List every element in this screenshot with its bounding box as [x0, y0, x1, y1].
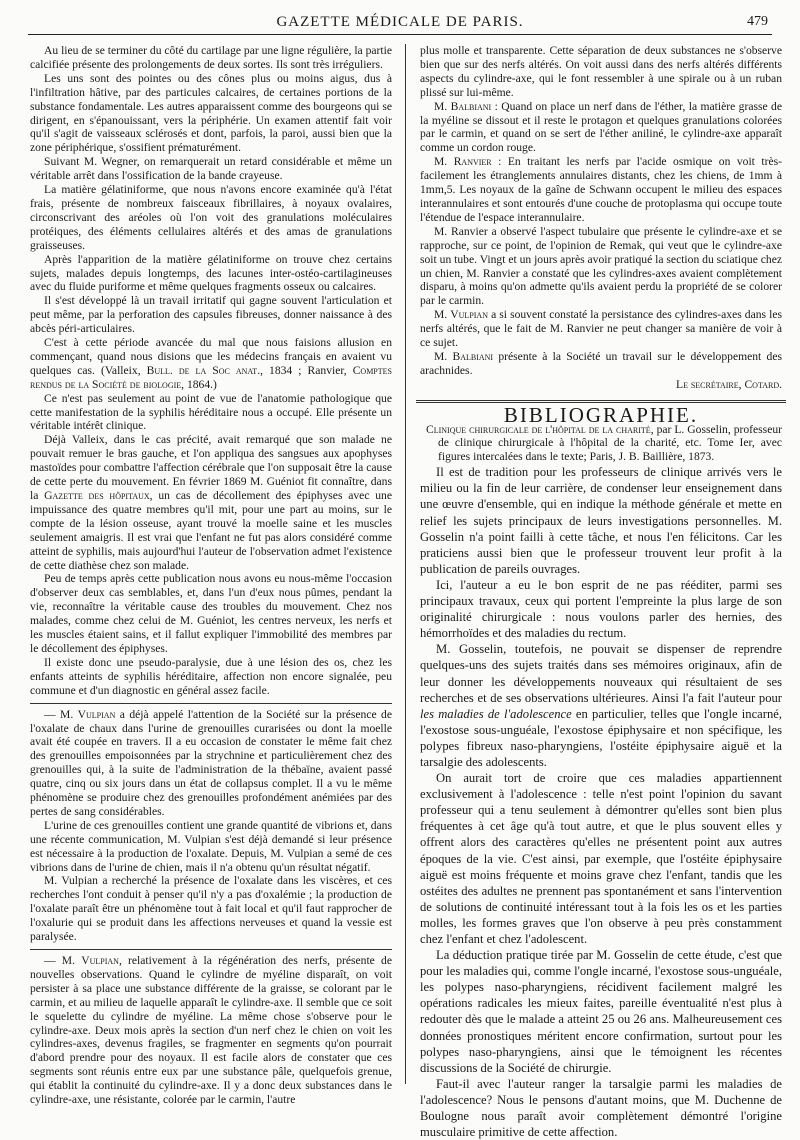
- text-run: , 1864.): [181, 377, 217, 391]
- secretary-signature: Le secrétaire, Cotard.: [675, 377, 782, 391]
- page-header: [28, 14, 772, 35]
- text-run: : Quand on place un nerf dans de l'éther, la matière grasse de la myéline se dissout et il reste le protagon et quelques granulations colorées par le carmin, et quand on se sert de l'éther aniliné, le cylindre-axe apparaît comme un cordon rouge.: [420, 99, 782, 155]
- citation: Gazette des hôpitaux: [44, 489, 150, 502]
- paragraph: On aurait tort de croire que ces maladies appartiennent exclusivement à l'adolescence : telle n'est point l'opinion du savant professeur qui a tenu seulement à démontrer qu'elles sont bien plus fréquentes à cet âge qu'à tout autre, et que le plus souvent elles y offrent alors des caractères qu'elles ne présentent point aux autres époques de la vie. C'est ainsi, par exemple, que l'ostéite épiphysaire aiguë est moins fréquente et moins grave chez l'enfant, tandis que les ostéites des adultes ne prennent pas spontanément et sans l'intervention de solutions de continuité intéressant tout à la fois les os et les parties molles, les formes graves que l'on observe à peu près constamment chez l'enfant et chez l'adolescent.: [420, 771, 782, 946]
- citation: Comptes rendus de la Société de biologie: [30, 363, 392, 391]
- paragraph: plus molle et transparente. Cette séparation de deux substances ne s'observe bien que sur des nerfs altérés. On voit aussi dans des nerfs altérés différents aspects du cylindre-axe, qui le font ressembler à une spirale ou à un ruban plissé sur lui-même.: [420, 44, 782, 99]
- text-run: , un cas de décollement des épiphyses avec une impuissance des quatre membres qu'il mit, pour une part au moins, sur le compte de la lésion osseuse, ayant trouvé la moelle saine et les muscles seulement amaigris. Il est vrai que l'enfant ne fut pas alors considéré comme atteint de syphilis, mais aujourd'hui l'auteur de l'observation admet l'existence de cette diathèse chez son malade.: [30, 489, 392, 572]
- paragraph: La matière gélatiniforme, que nous n'avons encore examinée qu'à l'état frais, présente de nombreux faisceaux fibrillaires, à noyaux ovalaires, circonscrivant des aréoles où l'on voit des granulations moléculaires protéiques, des éléments cellulaires altérés et des amas de granulations graisseuses.: [30, 183, 392, 252]
- paragraph: Au lieu de se terminer du côté du cartilage par une ligne régulière, la partie calcifiée présente des prolongements de deux sortes. Ils sont très irréguliers.: [30, 44, 392, 71]
- text-run: M.: [434, 349, 453, 363]
- section-divider: [30, 703, 392, 704]
- citation: Bull. de la Soc anat.: [146, 363, 261, 377]
- text-run: en particulier, telles que l'ongle incarné, l'exostose sous-unguéale, l'exostose épiphysaire et non spécifique, les polypes fibreux naso-pharyngiens, l'ostéite épiphysaire aiguë et la tarsalgie des adolescents.: [420, 706, 782, 769]
- left-column: [30, 44, 392, 1107]
- paragraph: [420, 308, 782, 350]
- paragraph: Après l'apparition de la matière gélatiniforme on trouve chez certains sujets, malades depuis longtemps, des lacunes inter-ostéo-cartilagineuses avec du fluide puriforme et même quelques fragments osseux ou calcaires.: [30, 252, 392, 294]
- emphasis: les maladies de l'adolescence: [420, 706, 572, 721]
- text-run: a déjà appelé l'attention de la Société sur la présence de l'oxalate de chaux dans l'urine de grenouilles curarisées ou dont la moelle avait été coupée en travers. Il a eu occasion de constater le même fait chez des grenouilles empoisonnées par la strychnine et particulièrement chez des grenouilles qui, à la suite de l'administration de la thébaïne, avaient passé quatre, cinq ou six jours dans un état de collapsus complet. Il a vu le même phénomène se produire chez des grenouilles profondément anémiées par des pertes de sang considérables.: [30, 707, 392, 818]
- section-divider: [30, 949, 392, 950]
- paragraph: [420, 641, 782, 770]
- text-run: présente à la Société un travail sur le développement des arachnides.: [420, 349, 782, 377]
- paragraph: [30, 954, 392, 1107]
- text-run: M.: [434, 155, 454, 169]
- text-run: : En traitant les nerfs par l'acide osmique on voit très-facilement les étranglements annulaires distants, chez les chiens, de 1mm à 1mm,5. Les noyaux de la gaîne de Schwann occupent le milieu des espaces interannulaires et sont entourés d'une couche de protoplasma qui occupe toute l'étendue de l'espace interannulaire.: [420, 155, 782, 224]
- text-run: , par L. Gosselin, professeur de clinique chirurgicale à l'hôpital de la charité, etc. Tome Ier, avec figures intercalées dans le texte; Paris, J. B. Baillière, 1873.: [438, 422, 782, 464]
- review-body: [420, 464, 782, 1140]
- bibliography-heading: BIBLIOGRAPHIE.: [503, 402, 699, 427]
- paragraph: [30, 708, 392, 819]
- speaker-name: Ranvier: [453, 155, 492, 169]
- speaker-name: Vulpian: [81, 954, 119, 967]
- paragraph: Il est de tradition pour les professeurs de clinique arrivés vers le milieu ou la fin de leur carrière, de condenser leur enseignement dans une œuvre d'ensemble, qui en indique la méthode générale et mette en relief les sujets principaux de leurs investigations personnelles. M. Gosselin n'a point failli à cette tâche, et nous l'en félicitons. Car les praticiens aussi bien que le professeur trouvent leur profit à la publication de pareils ouvrages.: [420, 465, 782, 576]
- text-run: M. Gosselin, toutefois, ne pouvait se dispenser de reprendre quelques-uns des sujets traités dans ses mémoires originaux, afin de leur donner les développements nouveaux qui résultaient de ses recherches et de ses observations ultérieures. Ainsi l'a fait l'auteur pour: [420, 642, 782, 705]
- text-run: — M.: [44, 954, 82, 967]
- paragraph: [30, 336, 392, 392]
- speaker-name: Balbiani: [452, 349, 494, 363]
- paragraph: Faut-il avec l'auteur ranger la tarsalgie parmi les maladies de l'adolescence? Nous le pensons d'autant moins, que M. Duchenne de Boulogne nous paraît avoir complètement démontré l'origine musculaire primitive de cette affection.: [420, 1076, 782, 1140]
- paragraph: Suivant M. Wegner, on remarquerait un retard considérable et même un véritable arrêt dans l'ossification de la bande crayeuse.: [30, 155, 392, 183]
- page-number: 479: [747, 14, 768, 29]
- speaker-name: Vulpian: [450, 308, 488, 322]
- right-column: [420, 44, 782, 1140]
- text-run: M.: [434, 99, 451, 113]
- text-run: M.: [434, 308, 451, 322]
- book-reference: [420, 423, 782, 465]
- text-run: , 1834 ; Ranvier,: [260, 363, 353, 377]
- paragraph: La déduction pratique tirée par M. Gosselin de cette étude, c'est que pour les maladies qui, comme l'ongle incarné, l'exostose sous-unguéale, les polypes naso-pharyngiens, récidivent facilement malgré les opérations radicales les mieux faites, pareille éventualité n'est plus à redouter dès que le malade a atteint 25 ou 26 ans. Malheureusement ces données pronostiques méritent encore confirmation, surtout pour les polypes naso-pharyngiens, ainsi que le témoignent les récentes discussions de la Société de chirurgie.: [420, 948, 782, 1075]
- column-divider: [405, 44, 406, 1084]
- book-title: Clinique chirurgicale de l'hôpital de la charité: [426, 422, 651, 436]
- paragraph: Peu de temps après cette publication nous avons eu nous-même l'occasion d'observer deux cas semblables, et, dans l'un d'eux nous pûmes, pendant la vie, reconnaître la véritable cause des troubles du mouvement. Chez nos malades, comme chez celui de M. Guéniot, les centres nerveux, les nerfs et les muscles étaient sains, et il fallut expliquer l'immobilité des membres par le décollement des épiphyses.: [30, 572, 392, 655]
- speaker-name: Vulpian: [77, 707, 116, 721]
- paragraph: M. Vulpian a recherché la présence de l'oxalate dans les viscères, et ces recherches l'ont conduit à penser qu'il n'y a pas d'oxalémie ; la production de l'oxalate paraît être un phénomène tout à fait local et qu'il faut rapprocher de l'oxalurie qui se produit dans les affections nerveuses et quand la vessie est paralysée.: [30, 874, 392, 944]
- paragraph: Ici, l'auteur a eu le bon esprit de ne pas rééditer, parmi ses principaux travaux, ceux qui portent l'empreinte la plus large de son originalité chirurgicale : nous voulons parler des hernies, des hémorrhoïdes et des maladies du rectum.: [420, 577, 782, 641]
- paragraph: [420, 350, 782, 378]
- text-run: — M.: [44, 707, 78, 721]
- text-run: Déjà Valleix, dans le cas précité, avait remarqué que son malade ne pouvait remuer le bras gauche, et l'on appliqua des sangsues aux apophyses mastoïdes pour combattre l'affection cérébrale que l'on supposait être la cause de cette perte du mouvement. En février 1869 M. Guéniot fit connaître, dans la: [30, 433, 392, 502]
- paragraph: [420, 155, 782, 225]
- text-run: C'est à cette période avancée du mal que nous faisions allusion en commençant, quand nous disions que les médecins français en avaient vu quelques cas. (Valleix,: [30, 336, 392, 377]
- speaker-name: Balbiani: [450, 99, 492, 113]
- paragraph: Il s'est développé là un travail irritatif qui gagne souvent l'articulation et peut même, par la perforation des capsules fibreuses, donner naissance à des abcès péri-articulaires.: [30, 294, 392, 336]
- paragraph: M. Ranvier a observé l'aspect tubulaire que présente le cylindre-axe et se rapproche, sur ce point, de l'opinion de Remak, qui veut que le cylindre-axe soit un tube. Vingt et un jours après avoir pratiqué la section du sciatique chez un chien, M. Ranvier a constaté que les cylindres-axes avaient complètement disparu, à moins qu'on admette qu'ils avaient perdu la propriété de se colorer par le carmin.: [420, 224, 782, 308]
- paragraph: L'urine de ces grenouilles contient une grande quantité de vibrions et, dans une récente communication, M. Vulpian s'est déjà demandé si leur présence est nécessaire à la production de l'oxalate. Depuis, M. Vulpian a semé de ces vibrions dans de l'urine de chien, mais il n'a obtenu qu'un résultat négatif.: [30, 818, 392, 874]
- journal-title: GAZETTE MÉDICALE DE PARIS.: [276, 14, 524, 30]
- paragraph: Les uns sont des pointes ou des cônes plus ou moins aigus, dus à l'infiltration hâtive, par des particules calcaires, de certaines portions de la substance fondamentale. Les autres apparaissent comme des bourgeons qui se dirigent, en s'épanouissant, vers la périphérie. Un examen attentif fait voir qu'il s'agit de vaisseaux sclérosés et dont, parfois, la paroi, aussi bien que la zone périphérique, s'ossifient prématurément.: [30, 71, 392, 155]
- paragraph: Il existe donc une pseudo-paralysie, due à une lésion des os, chez les enfants atteints de syphilis héréditaire, affection non encore signalée, peu commune et d'un diagnostic en général assez facile.: [30, 655, 392, 697]
- paragraph: Ce n'est pas seulement au point de vue de l'anatomie pathologique que cette manifestation de la syphilis héréditaire nous a occupé. Elle présente un véritable intérêt clinique.: [30, 391, 392, 433]
- text-run: a si souvent constaté la persistance des cylindres-axes dans les nerfs altérés, que le fait de M. Ranvier ne peut changer sa manière de voir à ce sujet.: [420, 308, 782, 350]
- text-run: , relativement à la régénération des nerfs, présente de nouvelles observations. Quand le cylindre de myéline disparaît, on voit persister à sa place une substance différente de la graisse, se colorant par le carmin, et au milieu de laquelle apparaît le cylindre-axe. Il semble que ce soit le squelette du cylindre de myéline. La même chose s'observe pour le cylindre-axe. Deux mois après la section d'un nerf chez le chien on voit les cylindres-axes, devenus fragiles, se fragmenter en segments qu'on pourrait d'abord prendre pour des noyaux. Il est facile alors de constater que ces segments sont réunis entre eux par une substance pâle, quelquefois grenue, qui établit la continuité du cylindre-axe. Il y a donc deux substances dans le cylindre-axe, une résistante, colorée par le carmin, l'autre: [30, 954, 392, 1107]
- paragraph: [30, 433, 392, 572]
- paragraph: [420, 100, 782, 156]
